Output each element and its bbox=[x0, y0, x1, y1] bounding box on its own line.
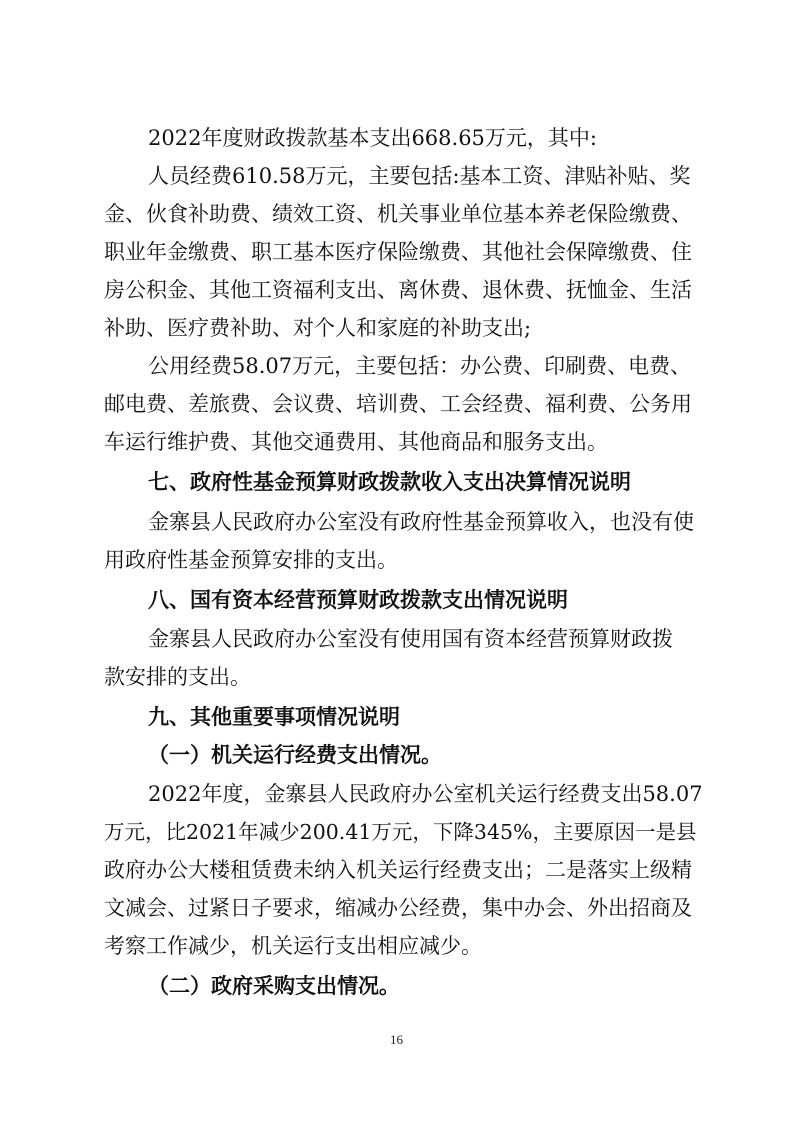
paragraph-line-personnel-3: 职业年金缴费、职工基本医疗保险缴费、其他社会保障缴费、住 bbox=[104, 240, 692, 264]
page-number: 16 bbox=[390, 1032, 403, 1047]
section-heading-8: 八、国有资本经营预算财政拨款支出情况说明 bbox=[148, 588, 568, 612]
paragraph-line-operating-2: 万元，比2021年减少200.41万元，下降345%，主要原因一是县 bbox=[104, 820, 697, 844]
paragraph-line-operating-5: 考察工作减少，机关运行支出相应减少。 bbox=[104, 934, 482, 958]
paragraph-line-operating-4: 文减会、过紧日子要求，缩减办公经费，集中办会、外出招商及 bbox=[104, 896, 692, 920]
paragraph-line-operating-3: 政府办公大楼租赁费未纳入机关运行经费支出；二是落实上级精 bbox=[104, 858, 692, 882]
paragraph-line-public-2: 邮电费、差旅费、会议费、培训费、工会经费、福利费、公务用 bbox=[104, 392, 692, 416]
paragraph-line-state-capital-1: 金寨县人民政府办公室没有使用国有资本经营预算财政拨 bbox=[148, 627, 673, 651]
paragraph-line-personnel-5: 补助、医疗费补助、对个人和家庭的补助支出; bbox=[104, 316, 532, 340]
paragraph-line-fund-2: 用政府性基金预算安排的支出。 bbox=[104, 548, 398, 572]
paragraph-line-public-1: 公用经费58.07万元，主要包括：办公费、印刷费、电费、 bbox=[148, 354, 692, 378]
paragraph-line-operating-1: 2022年度，金寨县人民政府办公室机关运行经费支出58.07 bbox=[148, 782, 703, 806]
paragraph-line-personnel-1: 人员经费610.58万元，主要包括:基本工资、津贴补贴、奖 bbox=[148, 164, 691, 188]
subsection-heading-2: （二）政府采购支出情况。 bbox=[148, 974, 400, 998]
paragraph-line-fund-1: 金寨县人民政府办公室没有政府性基金预算收入，也没有使 bbox=[148, 510, 694, 534]
paragraph-line-personnel-4: 房公积金、其他工资福利支出、离休费、退休费、抚恤金、生活 bbox=[104, 278, 692, 302]
paragraph-line-basic-expenditure: 2022年度财政拨款基本支出668.65万元，其中: bbox=[148, 126, 597, 150]
section-heading-9: 九、其他重要事项情况说明 bbox=[148, 705, 400, 729]
paragraph-line-public-3: 车运行维护费、其他交通费用、其他商品和服务支出。 bbox=[104, 430, 608, 454]
paragraph-line-personnel-2: 金、伙食补助费、绩效工资、机关事业单位基本养老保险缴费、 bbox=[104, 202, 692, 226]
section-heading-7: 七、政府性基金预算财政拨款收入支出决算情况说明 bbox=[148, 470, 631, 494]
subsection-heading-1: （一）机关运行经费支出情况。 bbox=[148, 743, 442, 767]
paragraph-line-state-capital-2: 款安排的支出。 bbox=[104, 665, 251, 689]
